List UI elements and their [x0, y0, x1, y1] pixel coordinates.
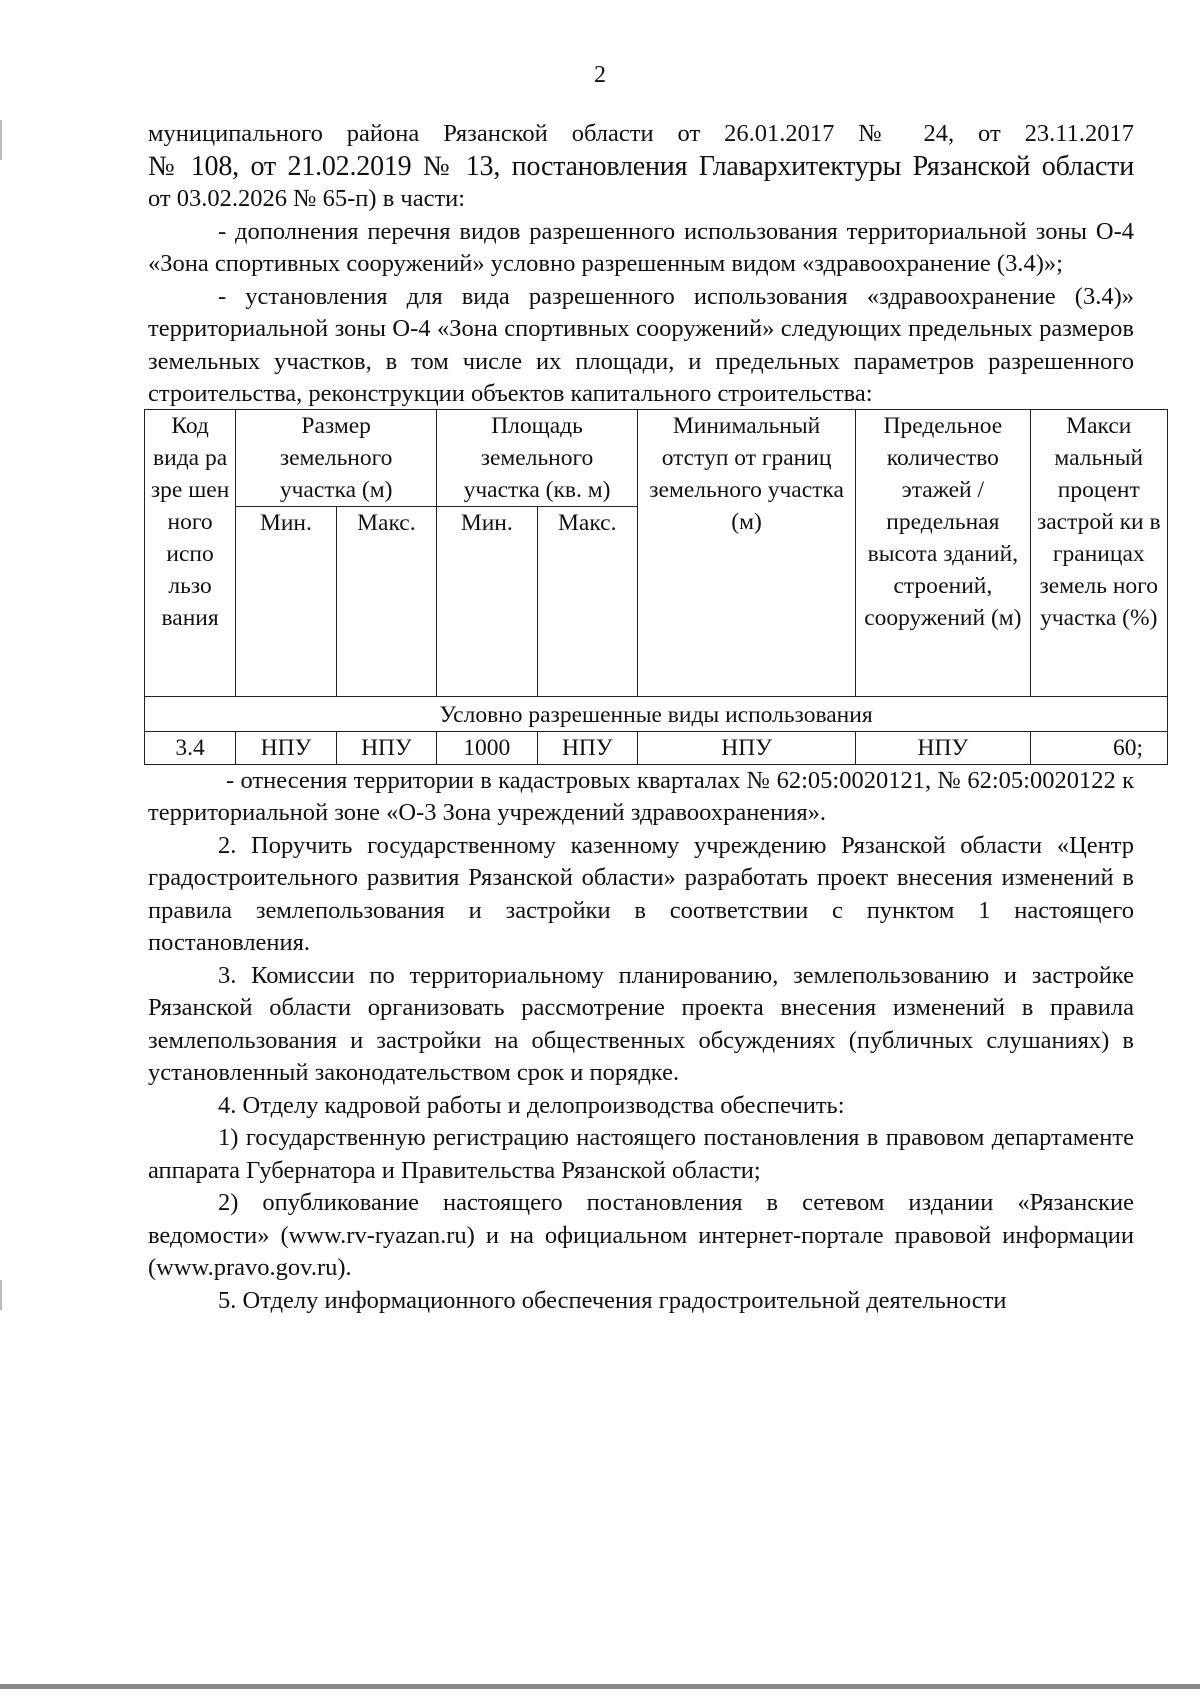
table-cell: НПУ — [336, 731, 436, 764]
table-cell: 3.4 — [145, 731, 236, 764]
scan-bottom-edge — [0, 1684, 1200, 1689]
paragraph: 4. Отделу кадровой работы и делопроизводства обеспечить: — [218, 1091, 845, 1119]
table-section-title: Условно разрешенные виды использования — [145, 696, 1168, 731]
paragraph: - дополнения перечня видов разрешенного использования территориальной зоны О-4 «Зона спортивных сооружений» условно разрешенным видом «здравоохранение (3.4)»; — [148, 217, 1134, 277]
header-code: Код вида ра зре шен ного испо льзо вания — [145, 409, 236, 696]
table-cell: НПУ — [236, 731, 336, 764]
paragraph: 3. Комиссии по территориальному планированию, землепользованию и застройке Рязанской области организовать рассмотрение проекта внесения изменений в правила землепользования и застройки на общественных обсуждениях (публичных слушаниях) в установленный законодательством срок и порядке. — [148, 961, 1134, 1086]
paragraph: 5. Отделу информационного обеспечения градостроительной деятельности — [218, 1286, 1007, 1314]
table-cell: НПУ — [537, 731, 637, 764]
paragraph: 2) опубликование настоящего постановления в сетевом издании «Рязанские ведомости» (www.rv-ryazan.ru) и на официальном интернет-портале правовой информации (www.pravo.gov.ru). — [148, 1189, 1134, 1281]
page-number: 2 — [594, 62, 606, 88]
header-size-min: Мин. — [236, 506, 336, 696]
paragraph: 2. Поручить государственному казенному учреждению Рязанской области «Центр градостроительного развития Рязанской области» разработать проект внесения изменений в правила землепользования и застройки в соответствии с пунктом 1 настоящего постановления. — [148, 831, 1134, 956]
table-row — [145, 731, 1168, 764]
document-body — [148, 118, 1161, 1317]
scan-left-edge — [0, 120, 2, 160]
header-area: Площадь земельного участка (кв. м) — [437, 409, 638, 506]
header-size-max: Макс. — [336, 506, 436, 696]
paragraph-line: от 03.02.2026 № 65-п) в части: — [148, 185, 466, 212]
header-size: Размер земельного участка (м) — [236, 409, 437, 506]
parameters-table — [144, 409, 1168, 765]
paragraph-line: № 108, от 21.02.2019 № 13, постановления Главархитектуры Рязанской области — [148, 150, 1134, 182]
header-floors: Предельное количество этажей / предельная высота зданий, строений, сооружений (м) — [856, 409, 1030, 696]
header-area-max: Макс. — [537, 506, 637, 696]
paragraph: - отнесения территории в кадастровых кварталах № 62:05:0020121, № 62:05:0020122 к территориальной зоне «О-3 Зона учреждений здравоохранения». — [148, 766, 1134, 826]
header-area-min: Мин. — [437, 506, 537, 696]
table-cell: 1000 — [437, 731, 537, 764]
paragraph: 1) государственную регистрацию настоящего постановления в правовом департаменте аппарата Губернатора и Правительства Рязанской области; — [148, 1124, 1134, 1184]
scan-left-edge — [0, 1280, 2, 1310]
table-cell: 60; — [1030, 731, 1167, 764]
paragraph-line: муниципального района Рязанской области от 26.01.2017 № 24, от 23.11.2017 — [148, 120, 1134, 147]
table-cell: НПУ — [637, 731, 855, 764]
header-coverage: Макси мальный процент застрой ки в границах земель ного участка (%) — [1030, 409, 1167, 696]
table-cell: НПУ — [856, 731, 1030, 764]
paragraph: - установления для вида разрешенного использования «здравоохранение (3.4)» территориальной зоны О-4 «Зона спортивных сооружений» следующих предельных размеров земельных участков, в том числе их площади, и предельных параметров разрешенного строительства, реконструкции объектов капитального строительства: — [148, 282, 1134, 407]
header-setback: Минимальный отступ от границ земельного участка (м) — [637, 409, 855, 696]
